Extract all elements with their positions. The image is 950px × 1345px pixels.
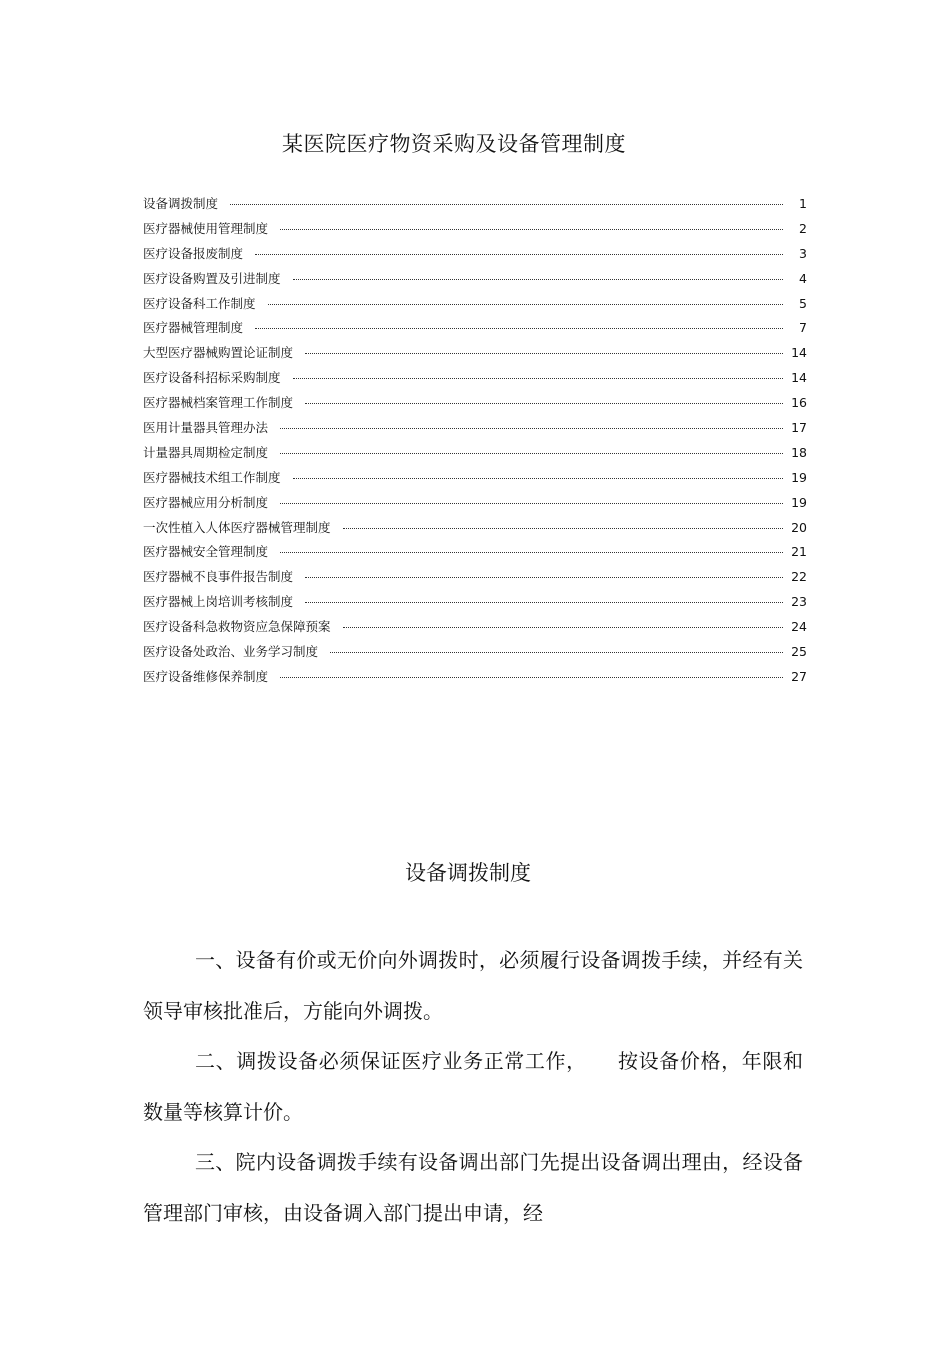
- toc-entry[interactable]: [143, 466, 807, 491]
- body-paragraph: 二、调拨设备必须保证医疗业务正常工作， 按设备价格，年限和数量等核算计价。: [143, 1049, 803, 1124]
- body-paragraph: 一、设备有价或无价向外调拨时，必须履行设备调拨手续，并经有关领导审核批准后，方能向外调拨。: [143, 948, 803, 1023]
- toc-leader-dots: [293, 478, 783, 479]
- toc-entry[interactable]: [143, 416, 807, 441]
- toc-entry-label: 医疗器械不良事件报告制度: [143, 569, 294, 585]
- toc-entry-page: 14: [791, 370, 807, 386]
- toc-leader-dots: [255, 328, 783, 329]
- toc-entry-page: 18: [791, 444, 807, 460]
- toc-leader-dots: [280, 229, 783, 230]
- toc-entry-page: 7: [799, 320, 807, 336]
- toc-leader-dots: [305, 403, 783, 404]
- toc-entry-label: 医疗器械档案管理工作制度: [143, 395, 294, 411]
- toc-entry[interactable]: [143, 665, 807, 690]
- toc-entry[interactable]: [143, 242, 807, 267]
- toc-leader-dots: [280, 677, 783, 678]
- toc-entry-label: 医用计量器具管理办法: [143, 420, 269, 436]
- toc-entry[interactable]: [143, 540, 807, 565]
- toc-entry-label: 大型医疗器械购置论证制度: [143, 345, 294, 361]
- toc-entry-label: 医疗设备购置及引进制度: [143, 270, 281, 286]
- toc-entry[interactable]: [143, 192, 807, 217]
- toc-entry-page: 20: [791, 519, 807, 535]
- toc-entry-label: 医疗设备科工作制度: [143, 295, 256, 311]
- toc-entry-label: 计量器具周期检定制度: [143, 444, 269, 460]
- toc-entry-page: 14: [791, 345, 807, 361]
- toc-entry[interactable]: [143, 441, 807, 466]
- toc-entry-label: 医疗设备报废制度: [143, 245, 244, 261]
- toc-entry-page: 23: [791, 594, 807, 610]
- toc-leader-dots: [280, 428, 783, 429]
- toc-leader-dots: [305, 577, 783, 578]
- toc-entry-page: 21: [791, 544, 807, 560]
- toc-entry-label: 设备调拨制度: [143, 196, 219, 211]
- toc-leader-dots: [280, 503, 783, 504]
- toc-entry[interactable]: [143, 590, 807, 615]
- toc-entry[interactable]: [143, 491, 807, 516]
- toc-leader-dots: [280, 552, 783, 553]
- toc-leader-dots: [255, 254, 783, 255]
- toc-entry-label: 医疗器械上岗培训考核制度: [143, 594, 294, 610]
- section-body: [143, 935, 803, 1238]
- toc-leader-dots: [305, 602, 783, 603]
- toc-leader-dots: [305, 353, 783, 354]
- toc-entry[interactable]: [143, 391, 807, 416]
- toc-entry-page: 19: [791, 469, 807, 485]
- toc-entry[interactable]: [143, 565, 807, 590]
- toc-entry-label: 医疗器械应用分析制度: [143, 494, 269, 510]
- toc-entry[interactable]: [143, 366, 807, 391]
- toc-entry-page: 17: [791, 420, 807, 436]
- toc-entry[interactable]: [143, 341, 807, 366]
- toc-leader-dots: [343, 528, 783, 529]
- toc-entry-label: 医疗器械安全管理制度: [143, 544, 269, 560]
- toc-leader-dots: [330, 652, 783, 653]
- toc-entry-label: 一次性植入人体医疗器械管理制度: [143, 519, 331, 535]
- toc-entry-label: 医疗器械技术组工作制度: [143, 469, 281, 485]
- toc-entry[interactable]: [143, 615, 807, 640]
- toc-entry-label: 医疗设备处政治、业务学习制度: [143, 644, 319, 660]
- toc-entry[interactable]: [143, 267, 807, 292]
- toc-leader-dots: [268, 304, 783, 305]
- toc-entry-label: 医疗设备维修保养制度: [143, 668, 269, 684]
- toc-entry-page: 4: [799, 270, 807, 286]
- toc-entry-page: 22: [791, 569, 807, 585]
- toc-entry-label: 医疗设备科招标采购制度: [143, 370, 281, 386]
- toc-entry-label: 医疗器械管理制度: [143, 320, 244, 336]
- toc-entry-page: 25: [791, 644, 807, 660]
- toc-entry[interactable]: [143, 292, 807, 317]
- toc-entry-page: 5: [799, 295, 807, 311]
- toc-entry-page: 27: [791, 668, 807, 684]
- toc-entry-page: 2: [799, 220, 807, 236]
- toc-entry[interactable]: [143, 217, 807, 242]
- toc-entry-page: 19: [791, 494, 807, 510]
- toc-entry[interactable]: [143, 316, 807, 341]
- toc-entry-page: 24: [791, 619, 807, 635]
- toc-entry-page: 1: [799, 196, 807, 211]
- toc-leader-dots: [293, 378, 783, 379]
- toc-leader-dots: [343, 627, 783, 628]
- toc-entry-page: 3: [799, 245, 807, 261]
- toc-entry-label: 医疗器械使用管理制度: [143, 220, 269, 236]
- section-title: 设备调拨制度: [405, 861, 531, 885]
- body-paragraph: 三、院内设备调拨手续有设备调出部门先提出设备调出理由，经设备管理部门审核，由设备调入部门提出申请，经: [143, 1150, 803, 1225]
- toc-leader-dots: [293, 279, 783, 280]
- toc-entry-label: 医疗设备科急救物资应急保障预案: [143, 619, 331, 635]
- toc-entry-page: 16: [791, 395, 807, 411]
- toc-leader-dots: [280, 453, 783, 454]
- toc-entry[interactable]: [143, 516, 807, 541]
- document-title: 某医院医疗物资采购及设备管理制度: [282, 132, 626, 156]
- table-of-contents: [143, 192, 807, 690]
- toc-leader-dots: [230, 204, 783, 205]
- toc-entry[interactable]: [143, 640, 807, 665]
